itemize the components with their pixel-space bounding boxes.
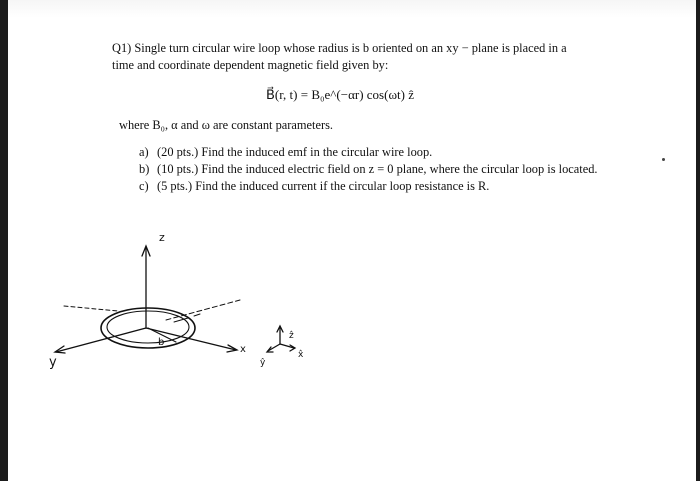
unit-x-label: x̂ bbox=[298, 350, 304, 360]
where-line: where B₀, α and ω are constant parameters. bbox=[119, 118, 334, 132]
z-axis-label: z bbox=[159, 231, 165, 244]
radius-label: b bbox=[158, 337, 165, 348]
part-c-text: (5 pts.) Find the induced current if the circular loop resistance is R. bbox=[157, 179, 490, 193]
plane-dash-left bbox=[64, 306, 118, 311]
plane-dash-right bbox=[166, 300, 240, 320]
part-a-text: (20 pts.) Find the induced emf in the circular wire loop. bbox=[157, 145, 433, 159]
unit-y-label: ŷ bbox=[260, 358, 266, 368]
part-c-label: c) bbox=[139, 179, 149, 193]
part-b-label: b) bbox=[139, 162, 150, 176]
document-page bbox=[8, 0, 696, 481]
plane-tick-2 bbox=[194, 314, 200, 316]
loop-inner bbox=[107, 311, 189, 343]
question-line-2: time and coordinate dependent magnetic field given by: bbox=[112, 57, 389, 72]
question-line-1: Q1) Single turn circular wire loop whose radius is b oriented on an xy − plane is placed in a bbox=[112, 41, 567, 55]
part-a-label: a) bbox=[139, 145, 149, 159]
x-axis-label: x bbox=[240, 344, 246, 355]
part-b-text: (10 pts.) Find the induced electric field on z = 0 plane, where the circular loop is located. bbox=[157, 162, 598, 176]
field-equation-text: B⃗(r, t) = B₀e^(−αr) cos(ωt) ẑ bbox=[266, 87, 414, 102]
loop-figure bbox=[8, 0, 696, 481]
y-axis-label: y bbox=[49, 355, 57, 370]
unit-z-label: ẑ bbox=[289, 331, 294, 341]
